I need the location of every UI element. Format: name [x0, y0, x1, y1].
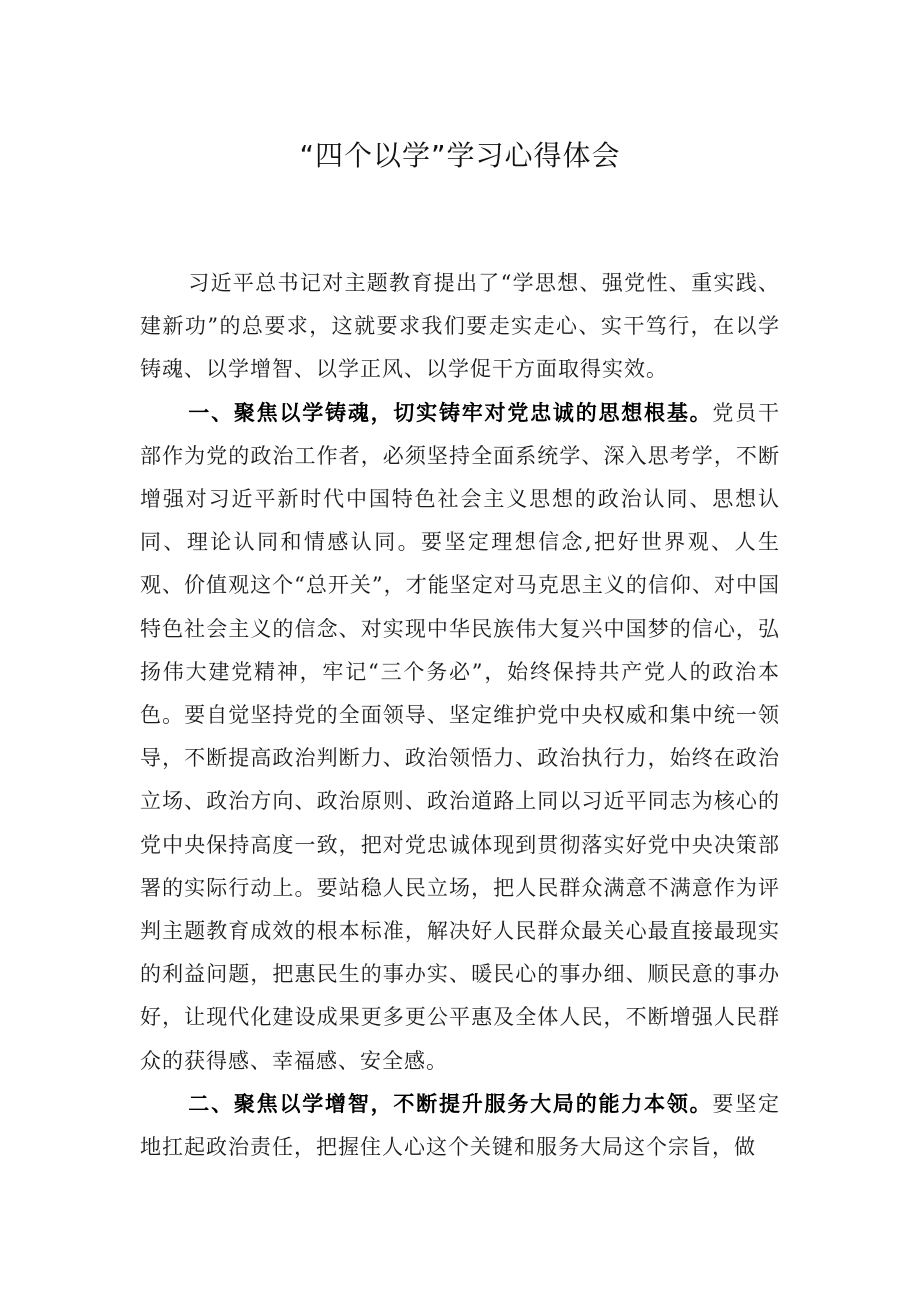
intro-paragraph	[140, 262, 780, 392]
section-two-heading: 二、聚焦以学增智，不断提升服务大局的能力本领。	[188, 1091, 713, 1116]
section-one-text: 党员干部作为党的政治工作者，必须坚持全面系统学、深入思考学，不断增强对习近平新时代中国特色社会主义思想的政治认同、思想认同、理论认同和情感认同。要坚定理想信念,把好世界观、人生观、价值观这个“总开关”，才能坚定对马克思主义的信仰、对中国特色社会主义的信念、对实现中华民族伟大复兴中国梦的信心，弘扬伟大建党精神，牢记“三个务必”，始终保持共产党人的政治本色。要自觉坚持党的全面领导、坚定维护党中央权威和集中统一领导，不断提高政治判断力、政治领悟力、政治执行力，始终在政治立场、政治方向、政治原则、政治道路上同以习近平同志为核心的党中央保持高度一致，把对党忠诚体现到贯彻落实好党中央决策部署的实际行动上。要站稳人民立场，把人民群众满意不满意作为评判主题教育成效的根本标准，解决好人民群众最关心最直接最现实的利益问题，把惠民生的事办实、暖民心的事办细、顺民意的事办好，让现代化建设成果更多更公平惠及全体人民，不断增强人民群众的获得感、幸福感、安全感。	[140, 400, 780, 1073]
section-one-paragraph	[140, 392, 780, 1083]
document-body	[140, 262, 780, 1169]
section-two-paragraph	[140, 1083, 780, 1169]
section-one-heading: 一、聚焦以学铸魂，切实铸牢对党忠诚的思想根基。	[188, 400, 713, 425]
section-two-text: 要坚定地扛起政治责任，把握住人心这个关键和服务大局这个宗旨，做	[140, 1091, 780, 1160]
intro-paragraph-text: 习近平总书记对主题教育提出了“学思想、强党性、重实践、建新功”的总要求，这就要求我们要走实走心、实干笃行，在以学铸魂、以学增智、以学正风、以学促干方面取得实效。	[140, 271, 780, 382]
document-title: “四个以学”学习心得体会	[299, 139, 621, 172]
